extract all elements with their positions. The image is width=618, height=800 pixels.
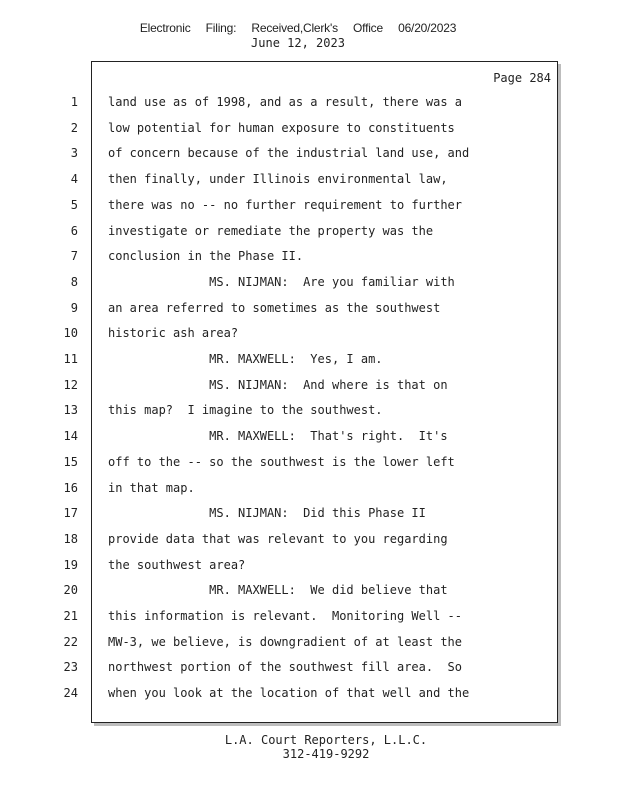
hearing-date: June 12, 2023 (251, 36, 345, 50)
transcript-line (63, 326, 557, 346)
transcript-line (63, 557, 557, 578)
line-number: 21 (63, 609, 78, 623)
line-text: MR. MAXWELL: Yes, I am. (108, 352, 383, 366)
stamp-part: Received,Clerk's (251, 21, 338, 35)
line-text: of concern because of the industrial land use, and (108, 146, 470, 161)
line-text: historic ash area? (108, 326, 239, 341)
transcript-line (63, 531, 557, 552)
line-text: MR. MAXWELL: We did believe that (108, 583, 448, 598)
line-text: MR. MAXWELL: That's right. It's (108, 429, 448, 444)
line-number: 19 (63, 557, 78, 572)
transcript-page (63, 61, 558, 723)
line-number: 10 (63, 326, 78, 341)
transcript-line (70, 223, 557, 244)
transcript-line (63, 429, 557, 449)
line-text: land use as of 1998, and as a result, there was a (108, 95, 463, 109)
line-number: 23 (63, 660, 78, 675)
footer (0, 733, 618, 761)
line-text: MS. NIJMAN: Did this Phase II (108, 506, 426, 521)
line-number: 20 (63, 583, 78, 598)
line-number: 3 (70, 146, 78, 161)
transcript-line (63, 454, 557, 475)
line-number: 7 (70, 249, 78, 264)
transcript-line (70, 120, 557, 141)
transcript-line (63, 660, 557, 680)
transcript-line (63, 634, 557, 655)
line-text: MS. NIJMAN: And where is that on (108, 377, 448, 392)
line-text: when you look at the location of that well and the (108, 686, 470, 701)
reporter-phone: 312-419-9292 (282, 747, 370, 761)
transcript-line (63, 352, 557, 372)
line-text: off to the -- so the southwest is the lower left (108, 454, 455, 469)
transcript-line (63, 480, 557, 501)
line-number: 13 (63, 403, 78, 418)
line-number: 24 (63, 686, 78, 701)
transcript-line (70, 274, 557, 295)
line-number: 2 (70, 120, 78, 135)
line-number: 11 (63, 352, 78, 366)
line-number: 6 (70, 223, 78, 238)
transcript-line (70, 197, 557, 218)
stamp-part: Electronic (139, 21, 191, 35)
transcript-line (63, 377, 557, 398)
line-text: in that map. (108, 480, 195, 495)
stamp-part: Filing: (205, 21, 237, 35)
line-text: northwest portion of the southwest fill area. So (108, 660, 463, 675)
line-number: 5 (70, 197, 78, 212)
filing-stamp (0, 21, 596, 35)
transcript-line (70, 146, 557, 166)
stamp-part: Office (353, 21, 383, 35)
line-text: this map? I imagine to the southwest. (108, 403, 383, 418)
line-text: conclusion in the Phase II. (108, 249, 304, 264)
transcript-line (63, 506, 557, 526)
transcript-line (70, 95, 557, 115)
transcript-line (70, 300, 557, 321)
line-number: 15 (63, 454, 78, 469)
transcript-line (63, 686, 557, 706)
line-text: there was no -- no further requirement to further (108, 197, 463, 212)
line-number: 12 (63, 377, 78, 392)
line-text: MS. NIJMAN: Are you familiar with (108, 274, 455, 289)
line-text: MW-3, we believe, is downgradient of at least the (108, 634, 463, 649)
transcript-line (70, 172, 557, 192)
line-text: low potential for human exposure to constituents (108, 120, 455, 135)
page-number: Page 284 (493, 71, 551, 85)
line-number: 17 (63, 506, 78, 521)
line-number: 14 (63, 429, 78, 444)
line-number: 4 (70, 172, 78, 187)
transcript-line (70, 249, 557, 269)
line-number: 8 (70, 274, 78, 289)
line-text: then finally, under Illinois environmental law, (108, 172, 448, 187)
line-number: 18 (63, 531, 78, 546)
transcript-line (63, 609, 557, 629)
line-number: 1 (70, 95, 78, 109)
line-text: provide data that was relevant to you regarding (108, 531, 448, 546)
line-number: 22 (63, 634, 78, 649)
line-text: an area referred to sometimes as the southwest (108, 300, 441, 315)
stamp-part: 06/20/2023 (398, 21, 457, 35)
reporter-company: L.A. Court Reporters, L.L.C. (224, 733, 428, 747)
line-text: the southwest area? (108, 557, 246, 572)
line-text: this information is relevant. Monitoring Well -- (108, 609, 463, 623)
line-number: 9 (70, 300, 78, 315)
transcript-line (63, 583, 557, 603)
line-number: 16 (63, 480, 78, 495)
transcript-line (63, 403, 557, 423)
line-text: investigate or remediate the property was the (108, 223, 434, 238)
